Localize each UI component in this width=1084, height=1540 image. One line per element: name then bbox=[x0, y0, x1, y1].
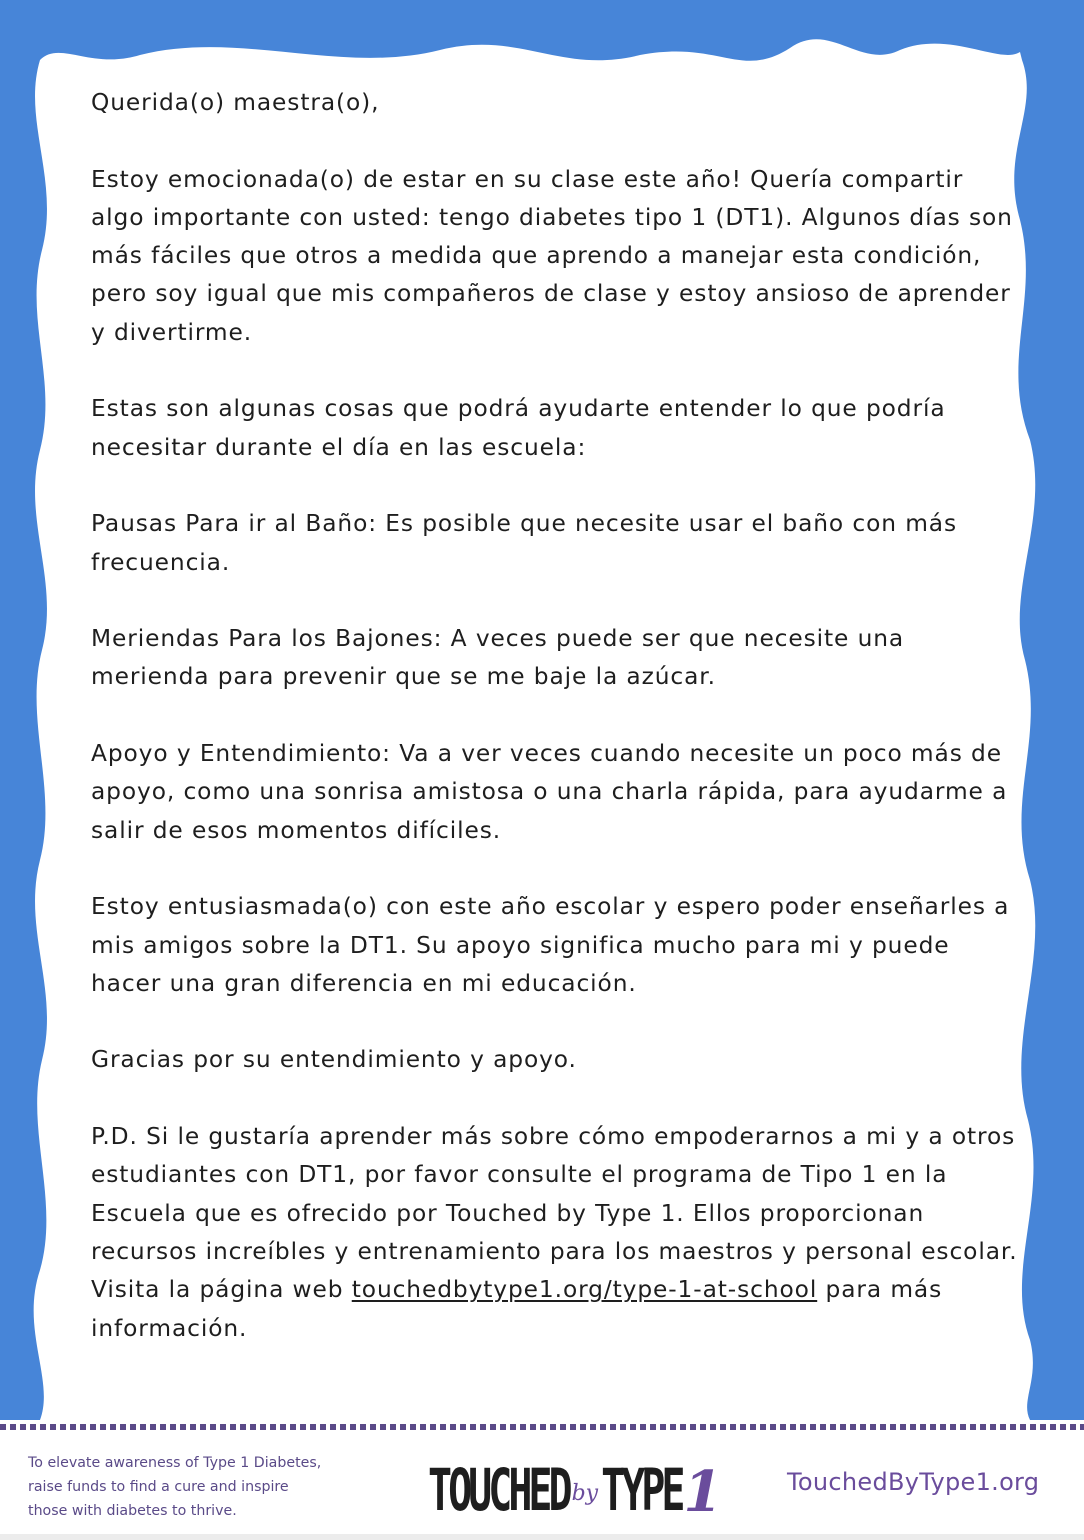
postscript-text: P.D. Si le gustaría aprender más sobre cómo empoderarnos a mi y a otros estudiantes con DT1, por favor consulte el programa de Tipo 1 en la Escuela que es ofrecido por Touched by Type 1. Ellos proporcionan recursos increíbles y entrenamiento para los maestros y personal escolar. Visita la página web bbox=[91, 1123, 1018, 1304]
mission-statement bbox=[28, 1451, 388, 1523]
school-program-link[interactable]: touchedbytype1.org/type-1-at-school bbox=[351, 1276, 818, 1304]
letter-paragraph-support: Apoyo y Entendimiento: Va a ver veces cuando necesite un poco más de apoyo, como una sonrisa amistosa o una charla rápida, para ayudarme a salir de esos momentos difíciles. bbox=[91, 740, 1008, 844]
touched-by-type1-logo bbox=[426, 1446, 723, 1525]
logo-word-by: by bbox=[571, 1481, 599, 1506]
letter-greeting: Querida(o) maestra(o), bbox=[91, 89, 380, 116]
mission-line: raise funds to find a cure and inspire bbox=[28, 1479, 289, 1495]
mission-line: those with diabetes to thrive. bbox=[28, 1503, 237, 1519]
postscript-after-link: para más información. bbox=[91, 1276, 943, 1342]
website-link[interactable]: TouchedByType1.org bbox=[787, 1468, 1040, 1496]
footer bbox=[0, 1430, 1084, 1534]
letter-postscript bbox=[91, 1118, 1021, 1348]
letter-paragraph-snacks: Meriendas Para los Bajones: A veces puede ser que necesite una merienda para prevenir que se me baje la azúcar. bbox=[91, 625, 905, 691]
logo-word-type: TYPE bbox=[601, 1457, 682, 1525]
logo-word-touched: TOUCHED bbox=[428, 1457, 569, 1525]
logo-number: 1 bbox=[683, 1459, 723, 1525]
page-bottom-strip bbox=[0, 1534, 1084, 1540]
letter-paragraph-needs: Estas son algunas cosas que podrá ayudarte entender lo que podría necesitar durante el día en las escuela: bbox=[91, 395, 946, 461]
letter-body bbox=[91, 84, 1021, 1348]
letter-paragraph-intro: Estoy emocionada(o) de estar en su clase este año! Quería compartir algo importante con usted: tengo diabetes tipo 1 (DT1). Algunos días son más fáciles que otros a medida que aprendo a manejar esta condición, pero soy igual que mis compañeros de clase y estoy ansioso de aprender y divertirme. bbox=[91, 165, 1013, 346]
mission-line: To elevate awareness of Type 1 Diabetes, bbox=[28, 1455, 322, 1471]
letter-paragraph-bathroom: Pausas Para ir al Baño: Es posible que necesite usar el baño con más frecuencia. bbox=[91, 510, 958, 576]
letter-paragraph-thanks: Gracias por su entendimiento y apoyo. bbox=[91, 1046, 577, 1074]
letter-paragraph-excited: Estoy entusiasmada(o) con este año escolar y espero poder enseñarles a mis amigos sobre la DT1. Su apoyo significa mucho para mi y puede hacer una gran diferencia en mi educación. bbox=[91, 893, 1010, 997]
